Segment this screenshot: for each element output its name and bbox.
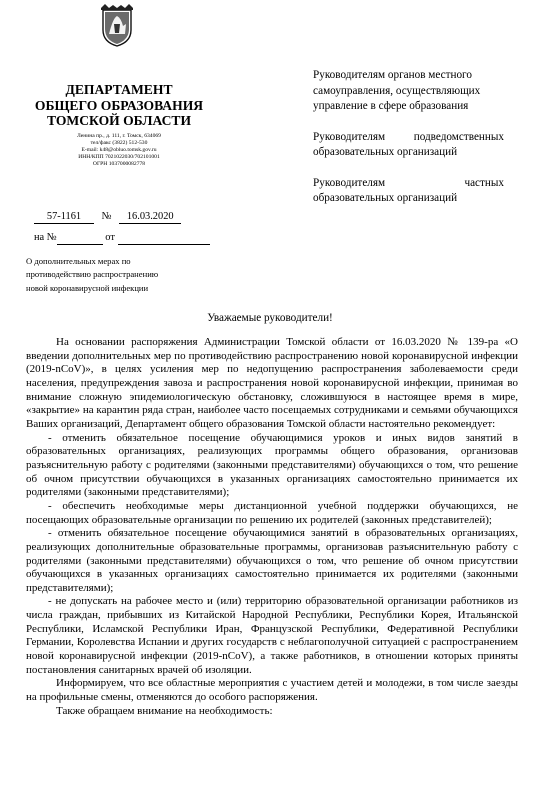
department-title-line: ОБЩЕГО ОБРАЗОВАНИЯ (34, 97, 204, 113)
contact-address: Ленина пр., д. 111, г. Томск, 634069 (77, 132, 161, 139)
reply-number-label: на № (34, 232, 57, 243)
reply-date-field (118, 232, 210, 245)
body-paragraph: Также обращаем внимание на необходимость: (56, 704, 273, 717)
body-paragraph: Информируем, что все областные мероприятия с участием детей и молодежи, в том числе заезды на профильные смены, отменяются до особого распоряжения. (26, 677, 518, 704)
subject-line: О дополнительных мерах по (26, 256, 131, 266)
department-contacts (20, 133, 218, 169)
body-paragraph: На основании распоряжения Администрации Томской области от 16.03.2020 № 139-ра «О введении дополнительных мер по противодействию распространению новой коронавирусной инфекции (2019-nCoV)», в целях усиления мер по недопущению распространения заболеваемости среди населения, предупреждения завоза и распространения новой коронавирусной инфекции, принимая во внимание сложную эпидемиологическую обстановку, сложившуюся в настоящее время в мире, «закрытие» на карантин ряда стран, наиболее часто посещаемых сотрудниками и семьями обучающихся Ваших организаций, Департамент общего образования Томской области настоятельно рекомендует: (26, 336, 518, 430)
greeting: Уважаемые руководители! (207, 312, 333, 324)
department-header (20, 82, 218, 169)
department-title-line: ТОМСКОЙ ОБЛАСТИ (46, 113, 192, 128)
recipient-item: Руководителям органов местного самоуправления, осуществляющих управление в сфере образования (313, 69, 481, 112)
recommendation-item: - отменить обязательное посещение обучающимися занятий в образовательных организациях, реализующих дополнительные образовательные программы, организовав разъяснительную работу с родителями (законными представителями) обучающихся о том, что решение об очном присутствии обучающихся в указанных организациях самостоятельно принимается их родителями (законными представителями); (26, 527, 518, 594)
recipient-item: Руководителям подведомственных образовательных организаций (313, 130, 504, 158)
reply-line (34, 232, 210, 245)
registration-line (34, 211, 181, 224)
recommendation-item: - не допускать на рабочее место и (или) территорию образовательной организации работников из числа граждан, прибывших из Китайской Народной Республики, Республики Корея, Итальянской Республики, Исламской Республики Иран, Французской Республики, Федеративной Республики Германии, Королевства Испании и других государств с неблагополучной ситуацией с распространением новой коронавирусной инфекции (2019-nCoV), а также работников, в отношении которых приняты постановления санитарных врачей об изоляции. (26, 595, 518, 676)
department-title-line: ДЕПАРТАМЕНТ (65, 82, 173, 97)
contact-inn: ИНН/КПП 7021022030/702101001 (78, 154, 160, 161)
number-sign: № (101, 211, 112, 222)
subject-line: новой коронавирусной инфекции (26, 282, 149, 293)
letter-body (26, 336, 518, 718)
recipient-item: Руководителям частных образовательных организаций (313, 176, 504, 204)
reply-number-field (57, 232, 103, 245)
contact-email: E-mail: k48@obluo.tomsk.gov.ru (81, 146, 157, 153)
recipients-block (313, 68, 504, 222)
contact-ogrn: ОГРН 1037000082778 (92, 161, 146, 168)
recommendation-item: - отменить обязательное посещение обучающимися уроков и иных видов занятий в образовательных организациях, реализующих программы общего образования, организовав разъяснительную работу с родителями (законными представителями) обучающихся о том, что решение об очном присутствии обучающихся в указанных организациях самостоятельно принимается их родителями (законными представителями); (26, 431, 518, 499)
outgoing-date: 16.03.2020 (119, 211, 181, 224)
letter-subject (26, 255, 196, 295)
department-title (20, 82, 218, 129)
outgoing-number: 57-1161 (34, 211, 94, 224)
recommendation-item: - обеспечить необходимые меры дистанционной учебной поддержки обучающихся, не посещающих образовательные организации по решению их родителей (законных представителей); (26, 499, 518, 526)
coat-of-arms-icon (99, 4, 135, 48)
subject-line: противодействию распространению (26, 269, 159, 280)
reply-from-label: от (105, 232, 115, 243)
contact-phone: тел/факс (3822) 512-530 (90, 139, 148, 146)
